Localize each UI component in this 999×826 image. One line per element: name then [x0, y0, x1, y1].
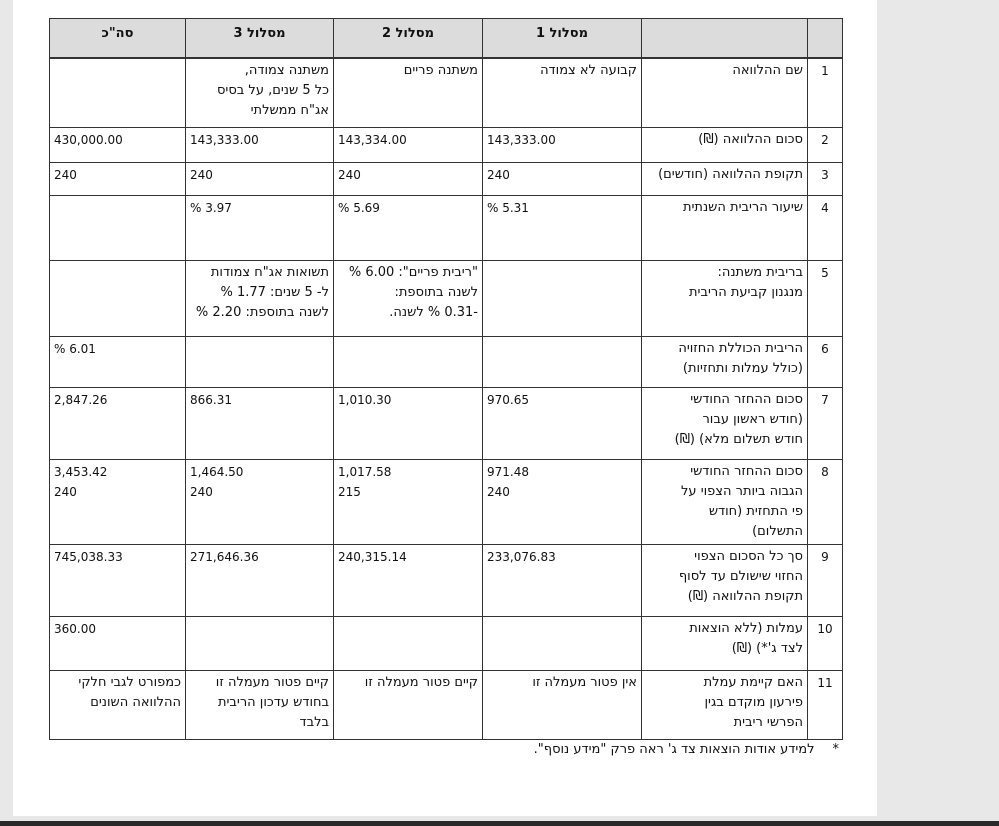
cell-track-3	[186, 337, 334, 388]
cell-track-2-line: 240	[338, 168, 361, 182]
cell-track-1-line: 971.48	[487, 465, 529, 479]
cell-total-line: 360.00	[54, 622, 96, 636]
row-number	[808, 196, 843, 261]
cell-track-3-line: לשנה בתוספת: 2.20 %	[195, 305, 329, 320]
row-number-text: 10	[817, 622, 833, 636]
cell-total	[50, 617, 186, 671]
cell-total	[50, 128, 186, 163]
row-label-line: (חודש ראשון עבור	[702, 412, 803, 427]
cell-track-2	[334, 163, 483, 196]
cell-track-3-line: בחודש עדכון הריבית	[217, 695, 329, 710]
cell-track-2-line: 5.69 %	[338, 201, 380, 215]
cell-total-line: 240	[54, 485, 77, 499]
table-row	[50, 460, 843, 545]
table-row	[50, 671, 843, 740]
cell-track-2	[334, 261, 483, 337]
row-label	[642, 617, 808, 671]
row-number	[808, 460, 843, 545]
row-label-line: תקופת ההלוואה (חודשים)	[658, 167, 803, 182]
header-num	[808, 19, 843, 58]
cell-track-3	[186, 545, 334, 617]
cell-total-line: 240	[54, 168, 77, 182]
table-row	[50, 617, 843, 671]
cell-track-1-line: 143,333.00	[487, 133, 556, 147]
row-label-line: החזוי שישולם עד לסוף	[678, 569, 803, 584]
cell-total-line: 3,453.42	[54, 465, 108, 479]
row-number	[808, 163, 843, 196]
cell-track-1	[483, 617, 642, 671]
cell-track-2-line: -0.31 % לשנה.	[389, 305, 478, 320]
cell-track-1	[483, 460, 642, 545]
row-label-line: סכום ההלוואה (₪)	[698, 132, 803, 147]
cell-track-1-line: 970.65	[487, 393, 529, 407]
row-label	[642, 196, 808, 261]
row-label-line: לצד ג'*) (₪)	[731, 641, 803, 656]
row-label-line: בריבית משתנה:	[717, 265, 803, 280]
cell-track-2-line: לשנה בתוספת:	[394, 285, 478, 300]
cell-track-1-line: אין פטור מעמלה זו	[532, 675, 637, 690]
row-label-line: שיעור הריבית השנתית	[682, 200, 803, 215]
row-label-line: מנגנון קביעת הריבית	[689, 285, 803, 300]
cell-track-2	[334, 196, 483, 261]
cell-track-3-line: כל 5 שנים, על בסיס	[217, 82, 329, 98]
row-label	[642, 163, 808, 196]
cell-track-2-line: 1,017.58	[338, 465, 392, 479]
cell-total-line: 430,000.00	[54, 133, 123, 147]
row-label-line: האם קיימת עמלת	[703, 675, 803, 690]
row-label-line: שם ההלוואה	[732, 62, 803, 78]
cell-track-2-line: 240,315.14	[338, 550, 407, 564]
cell-total	[50, 337, 186, 388]
cell-track-2-line: 143,334.00	[338, 133, 407, 147]
cell-track-1-line: 240	[487, 485, 510, 499]
cell-track-1	[483, 261, 642, 337]
table-row	[50, 163, 843, 196]
row-label-line: פי התחזית (חודש	[708, 504, 803, 519]
cell-track-3-line: 1,464.50	[190, 465, 244, 479]
row-label	[642, 388, 808, 460]
table-row	[50, 388, 843, 460]
cell-track-1	[483, 337, 642, 388]
row-label-line: (כולל עמלות ותחזיות)	[682, 361, 803, 376]
cell-track-2-line: קיים פטור מעמלה זו	[364, 675, 478, 690]
cell-track-2	[334, 617, 483, 671]
cell-track-2	[334, 337, 483, 388]
table-row	[50, 337, 843, 388]
row-label	[642, 671, 808, 740]
row-label-line: סכום ההחזר החודשי	[690, 464, 803, 479]
cell-total	[50, 671, 186, 740]
cell-track-3	[186, 128, 334, 163]
cell-track-3-line: תשואות אג"ח צמודות	[210, 265, 329, 280]
cell-track-2-line: משתנה פריים	[403, 62, 478, 78]
header-track-2: מסלול 2	[334, 19, 483, 58]
cell-total	[50, 545, 186, 617]
cell-track-1	[483, 388, 642, 460]
cell-track-1	[483, 128, 642, 163]
cell-track-3	[186, 58, 334, 128]
cell-track-3-line: קיים פטור מעמלה זו	[215, 675, 329, 690]
row-label-line: סך כל הסכום הצפוי	[694, 549, 803, 564]
cell-track-3-line: 271,646.36	[190, 550, 259, 564]
cell-track-1	[483, 58, 642, 128]
cell-track-1-line: קבועה לא צמודה	[540, 62, 637, 78]
cell-track-3	[186, 460, 334, 545]
cell-track-3-line: 240	[190, 485, 213, 499]
cell-track-3-line: בלבד	[299, 715, 329, 730]
cell-track-3-line: 3.97 %	[190, 201, 232, 215]
row-number-text: 6	[821, 342, 829, 356]
cell-total	[50, 58, 186, 128]
cell-total	[50, 196, 186, 261]
row-number-text: 5	[821, 266, 829, 280]
table-row	[50, 58, 843, 128]
cell-total-line: ההלוואה השונים	[90, 695, 181, 710]
bottom-bar	[0, 821, 999, 826]
header-row	[50, 19, 843, 58]
row-number-text: 11	[817, 676, 833, 690]
row-label-line: התשלום)	[752, 524, 803, 539]
row-label	[642, 460, 808, 545]
cell-track-1-line: 240	[487, 168, 510, 182]
footnote-text: למידע אודות הוצאות צד ג' ראה פרק "מידע נוסף".	[533, 742, 815, 757]
cell-track-3	[186, 196, 334, 261]
row-number	[808, 388, 843, 460]
cell-track-3	[186, 671, 334, 740]
cell-track-2-line: 215	[338, 485, 361, 499]
row-number-text: 7	[821, 393, 829, 407]
row-number	[808, 261, 843, 337]
cell-track-3	[186, 388, 334, 460]
row-label-line: הריבית הכוללת החזויה	[678, 341, 803, 356]
cell-total-line: כמפורט לגבי חלקי	[78, 675, 181, 690]
cell-track-3-line: אג"ח ממשלתי	[250, 102, 329, 118]
cell-track-2	[334, 58, 483, 128]
cell-track-3-line: 240	[190, 168, 213, 182]
cell-track-1-line: 5.31 %	[487, 201, 529, 215]
table-row	[50, 545, 843, 617]
loan-comparison-table	[49, 18, 843, 740]
footnote-star: *	[832, 742, 839, 757]
row-label-line: סכום ההחזר החודשי	[690, 392, 803, 407]
row-label-line: חודש תשלום מלא) (₪)	[674, 432, 803, 447]
table-row	[50, 128, 843, 163]
cell-total-line: 745,038.33	[54, 550, 123, 564]
cell-track-2	[334, 460, 483, 545]
cell-track-2	[334, 671, 483, 740]
row-number	[808, 128, 843, 163]
cell-total-line: 2,847.26	[54, 393, 108, 407]
cell-track-3-line: משתנה צמודה,	[244, 62, 329, 78]
row-number-text: 9	[821, 550, 829, 564]
cell-track-2-line: 1,010.30	[338, 393, 392, 407]
row-number-text: 3	[821, 168, 829, 182]
row-number-text: 8	[821, 465, 829, 479]
header-label	[642, 19, 808, 58]
row-number	[808, 671, 843, 740]
row-label	[642, 128, 808, 163]
row-label	[642, 337, 808, 388]
cell-track-1	[483, 163, 642, 196]
row-number	[808, 337, 843, 388]
row-label-line: עמלות (ללא הוצאות	[689, 621, 803, 636]
footnote	[534, 742, 839, 757]
cell-track-2	[334, 545, 483, 617]
cell-track-2	[334, 388, 483, 460]
row-number-text: 1	[821, 63, 829, 78]
header-track-3: מסלול 3	[186, 19, 334, 58]
row-label	[642, 58, 808, 128]
header-total: סה"כ	[50, 19, 186, 58]
cell-track-1	[483, 545, 642, 617]
cell-total	[50, 261, 186, 337]
row-label-line: תקופת ההלוואה (₪)	[687, 589, 803, 604]
cell-total-line: 6.01 %	[54, 342, 96, 356]
cell-track-1	[483, 671, 642, 740]
cell-track-3	[186, 163, 334, 196]
cell-track-3	[186, 617, 334, 671]
cell-total	[50, 388, 186, 460]
cell-track-1	[483, 196, 642, 261]
table-row	[50, 261, 843, 337]
cell-total	[50, 460, 186, 545]
row-number	[808, 58, 843, 128]
cell-track-1-line: 233,076.83	[487, 550, 556, 564]
table-row	[50, 196, 843, 261]
row-number-text: 4	[821, 201, 829, 215]
header-track-1: מסלול 1	[483, 19, 642, 58]
row-label-line: הפרשי ריבית	[733, 715, 803, 730]
cell-track-3-line: ל- 5 שנים: 1.77 %	[220, 285, 329, 300]
row-label	[642, 261, 808, 337]
row-label-line: הגבוה ביותר הצפוי על	[681, 484, 803, 499]
row-number	[808, 617, 843, 671]
row-label	[642, 545, 808, 617]
cell-total	[50, 163, 186, 196]
cell-track-2-line: "ריבית פריים": 6.00 %	[348, 265, 478, 280]
row-number	[808, 545, 843, 617]
cell-track-3-line: 143,333.00	[190, 133, 259, 147]
row-label-line: פירעון מוקדם בגין	[704, 695, 803, 710]
cell-track-3-line: 866.31	[190, 393, 232, 407]
cell-track-2	[334, 128, 483, 163]
row-number-text: 2	[821, 133, 829, 147]
cell-track-3	[186, 261, 334, 337]
